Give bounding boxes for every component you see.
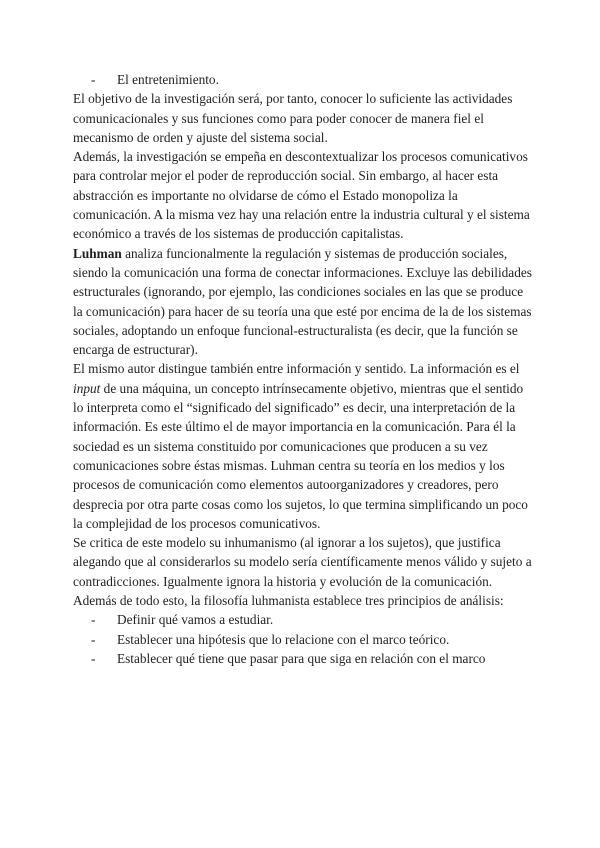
dash-bullet: - <box>91 612 96 628</box>
list-item <box>73 630 533 649</box>
top-dash-list <box>73 70 533 89</box>
dash-bullet: - <box>91 72 96 87</box>
paragraph-text-b: de una máquina, un concepto intrínsecamente objetivo, mientras que el sentido lo interpreta como el “significado del significado” es decir, una interpretación de la información. Es este último el de mayor importancia en la comunicación. Para él la sociedad es un sistema constituido por comunicaciones que producen a su vez comunicaciones sobre éstas mismas. Luhman centra su teoría en los medios y los procesos de comunicación como elementos autoorganizadores y creadores, pero desprecia por otra parte cosas como los sujetos, lo que termina simplificando un poco la complejidad de los procesos comunicativos. <box>73 380 528 531</box>
principles-dash-list <box>73 610 533 668</box>
list-item-text: Establecer qué tiene que pasar para que siga en relación con el marco <box>117 650 486 666</box>
dash-bullet: - <box>91 650 96 666</box>
paragraph-ademas: Además, la investigación se empeña en descontextualizar los procesos comunicativos para controlar mejor el poder de reproducción social. Sin embargo, al hacer esta abstracción es importante no olvidarse de cómo el Estado monopoliza la comunicación. A la misma vez hay una relación entre la industria cultural y el sistema económico a través de los sistemas de producción capitalistas. <box>73 149 530 242</box>
paragraph-text-a: El mismo autor distingue también entre información y sentido. La información es el <box>73 361 520 377</box>
list-item <box>73 70 533 89</box>
list-item-text: Definir qué vamos a estudiar. <box>117 612 274 628</box>
list-item <box>73 610 533 629</box>
dash-bullet: - <box>91 631 96 647</box>
italic-term-input: input <box>73 380 101 396</box>
paragraph-luhman-text: analiza funcionalmente la regulación y sistemas de producción sociales, siendo la comunicación una forma de conectar informaciones. Excluye las debilidades estructurales (ignorando, por ejemplo, las condiciones sociales en las que se produce la comunicación) para hacer de su teoría una que esté por encima de la de los sistemas sociales, adoptando un enfoque funcional-estructuralista (es decir, que la función se encarga de estructurar). <box>73 245 532 358</box>
paragraph-critica: Se critica de este modelo su inhumanismo (al ignorar a los sujetos), que justifica alegando que al considerarlos su modelo sería científicamente menos válido y sujeto a contradicciones. Igualmente ignora la historia y evolución de la comunicación. <box>73 535 532 589</box>
paragraph-principios: Además de todo esto, la filosofía luhmanista establece tres principios de análisis: <box>73 593 504 609</box>
list-item <box>73 649 533 668</box>
bold-term-luhman: Luhman <box>73 245 122 261</box>
paragraph-luhman <box>73 244 533 360</box>
document-body <box>73 70 533 668</box>
paragraph-informacion-sentido <box>73 359 533 533</box>
list-item-text: El entretenimiento. <box>117 72 219 87</box>
list-item-text: Establecer una hipótesis que lo relacione con el marco teórico. <box>117 631 450 647</box>
paragraph-objetivo: El objetivo de la investigación será, por tanto, conocer lo suficiente las actividades comunicacionales y sus funciones como para poder conocer de manera fiel el mecanismo de orden y ajuste del sistema social. <box>73 91 513 145</box>
